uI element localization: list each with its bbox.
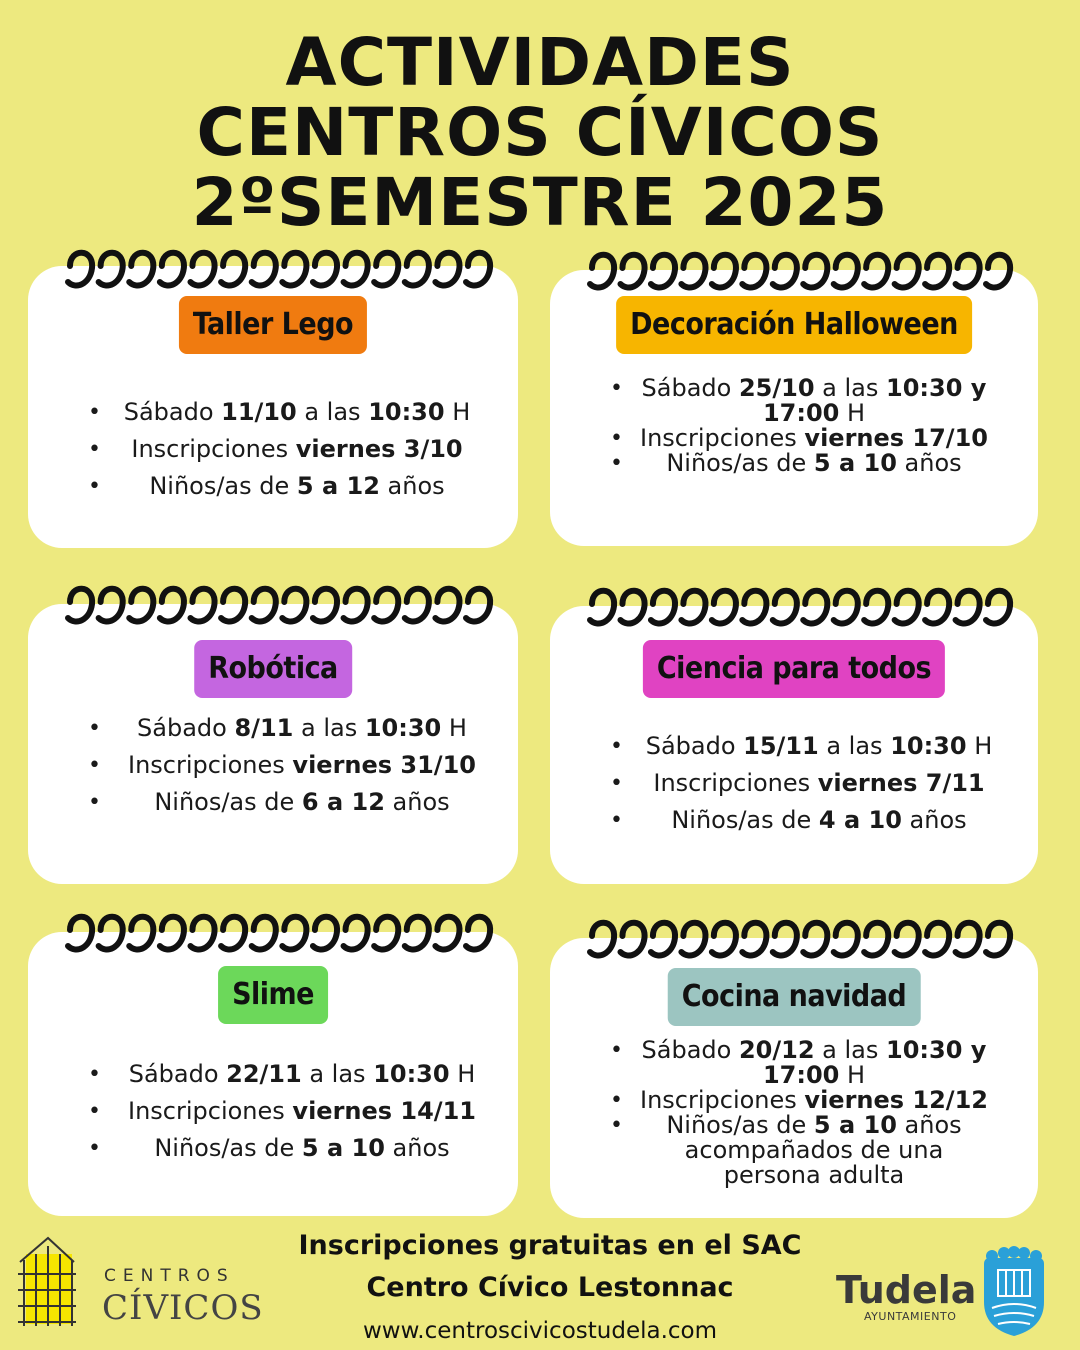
list-item: • Sábado 20/12 a las 10:30 y 17:00 H	[610, 1038, 990, 1088]
activity-title-pill: Ciencia para todos	[643, 640, 945, 698]
logo-word-centros: CENTROS	[104, 1266, 235, 1286]
spiral-rings-icon	[28, 580, 518, 640]
spiral-rings-icon	[550, 914, 1038, 974]
activity-details	[88, 710, 488, 821]
activity-details	[610, 376, 990, 476]
activity-title-pill: Taller Lego	[179, 296, 367, 354]
ayuntamiento-label: AYUNTAMIENTO	[864, 1310, 957, 1323]
list-item: • Niños/as de 5 a 10 años acompañados de una persona adulta	[610, 1113, 990, 1188]
activity-card-halloween	[550, 270, 1038, 546]
activity-details	[88, 1056, 488, 1167]
list-item: • Niños/as de 5 a 10 años	[610, 451, 990, 476]
title-line-1: ACTIVIDADES	[285, 24, 795, 101]
spiral-rings-icon	[28, 908, 518, 968]
list-item: • Inscripciones viernes 14/11	[88, 1093, 488, 1130]
list-item: • Inscripciones viernes 31/10	[88, 747, 488, 784]
spiral-rings-icon	[550, 582, 1038, 642]
page-title	[0, 24, 1080, 241]
title-line-3: 2ºSEMESTRE 2025	[191, 164, 889, 241]
list-item: • Sábado 22/11 a las 10:30 H	[88, 1056, 488, 1093]
tudela-logo-text: Tudela	[836, 1268, 977, 1312]
activity-card-slime	[28, 932, 518, 1216]
list-item: • Sábado 15/11 a las 10:30 H	[610, 728, 1000, 765]
coat-of-arms-icon	[978, 1246, 1050, 1338]
list-item: • Sábado 25/10 a las 10:30 y 17:00 H	[610, 376, 990, 426]
list-item: • Inscripciones viernes 17/10	[610, 426, 990, 451]
list-item: • Niños/as de 4 a 10 años	[610, 802, 1000, 839]
activity-title-pill: Robótica	[194, 640, 352, 698]
activity-title-pill: Cocina navidad	[668, 968, 921, 1026]
list-item: • Sábado 11/10 a las 10:30 H	[88, 394, 478, 431]
footer-location: Centro Cívico Lestonnac	[366, 1272, 734, 1303]
activity-details	[88, 394, 478, 505]
list-item: • Inscripciones viernes 7/11	[610, 765, 1000, 802]
footer-registration: Inscripciones gratuitas en el SAC	[298, 1230, 802, 1261]
activity-details	[610, 728, 1000, 839]
list-item: • Niños/as de 5 a 10 años	[88, 1130, 488, 1167]
activity-card-ciencia	[550, 606, 1038, 884]
activity-title-pill: Decoración Halloween	[616, 296, 972, 354]
list-item: • Niños/as de 5 a 12 años	[88, 468, 478, 505]
list-item: • Sábado 8/11 a las 10:30 H	[88, 710, 488, 747]
list-item: • Niños/as de 6 a 12 años	[88, 784, 488, 821]
logo-word-civicos: CÍVICOS	[102, 1288, 264, 1328]
website-link[interactable]: www.centroscivicostudela.com	[362, 1318, 718, 1344]
activity-card-cocina	[550, 938, 1038, 1218]
list-item: • Inscripciones viernes 12/12	[610, 1088, 990, 1113]
spiral-rings-icon	[28, 244, 518, 304]
activity-card-lego	[28, 266, 518, 548]
activity-details	[610, 1038, 990, 1188]
activity-title-pill: Slime	[218, 966, 328, 1024]
title-line-2: CENTROS CÍVICOS	[196, 94, 884, 171]
spiral-rings-icon	[550, 246, 1038, 306]
activity-card-robotica	[28, 604, 518, 884]
list-item: • Inscripciones viernes 3/10	[88, 431, 478, 468]
building-logo-icon	[12, 1232, 82, 1332]
